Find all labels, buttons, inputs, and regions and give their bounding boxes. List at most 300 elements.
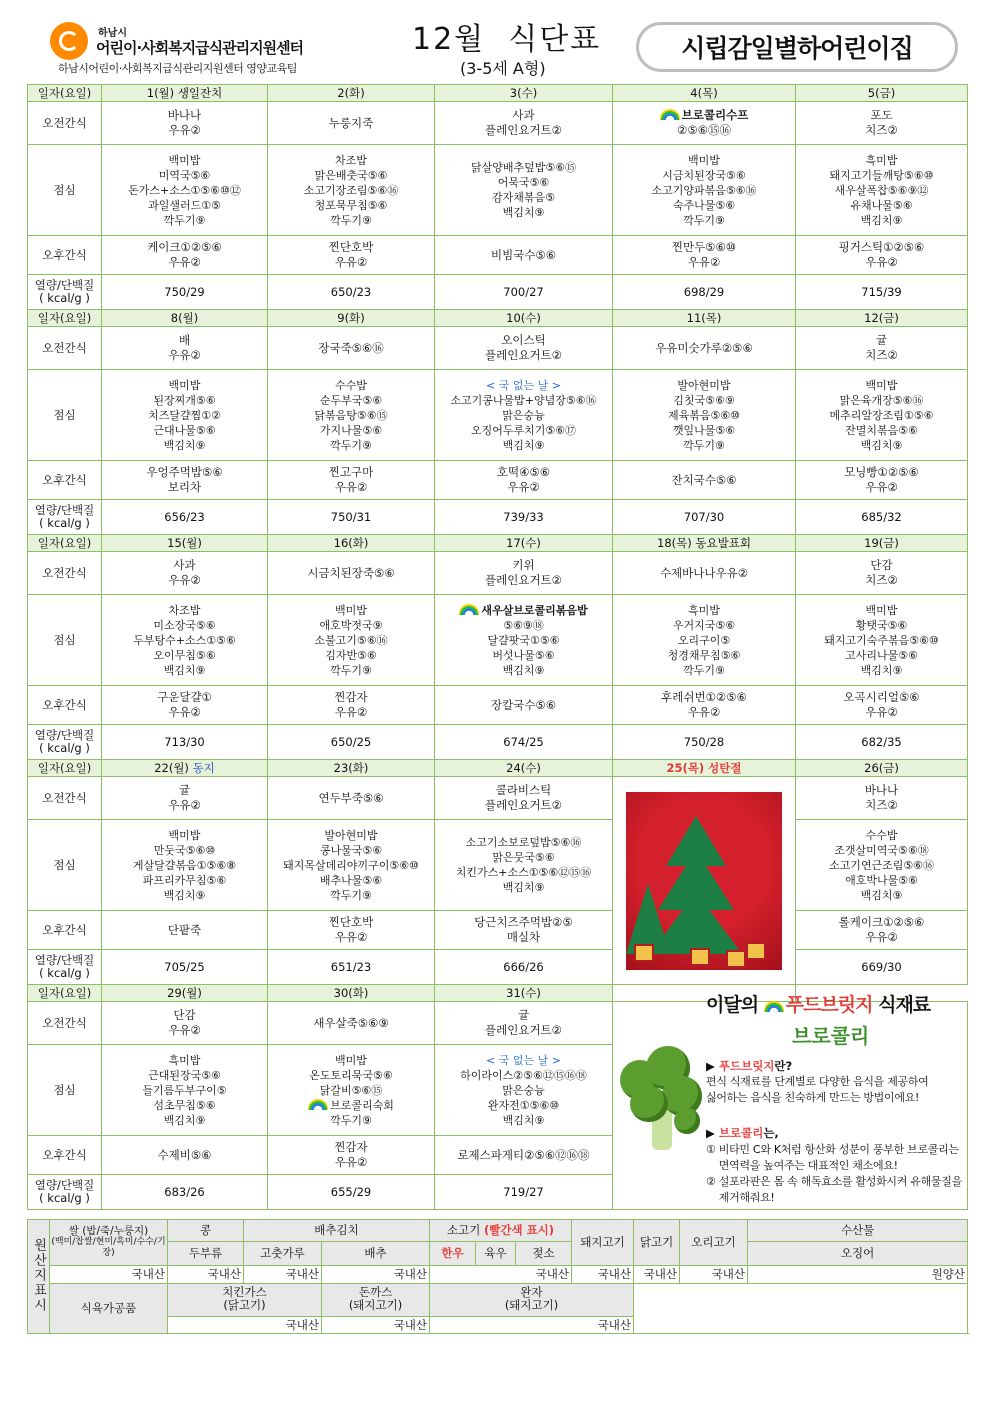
cabbage-header: 배추: [322, 1242, 430, 1266]
am-snack-cell: [435, 327, 613, 370]
date-cell: 22(월) 동지: [102, 760, 268, 777]
menu-item: 우유②: [168, 255, 201, 269]
pm-snack-cell: [268, 461, 435, 500]
menu-item: 흑미밥: [865, 153, 898, 167]
rice-header: 쌀 (밥/죽/누룽지) (백미/찹쌀/현미/흑미/수수/기장): [50, 1220, 168, 1266]
menu-item: 소불고기⑤⑥⑯: [314, 633, 388, 647]
date-cell: 12(금): [796, 310, 968, 327]
lunch-cell: [102, 370, 268, 461]
menu-item: 찐단호박: [328, 915, 374, 929]
menu-item: 플레인요거트②: [485, 798, 562, 812]
kcal-cell: 700/27: [435, 275, 613, 310]
menu-item: 깍두기⑨: [330, 888, 372, 902]
pm-snack-cell: [613, 236, 796, 275]
date-cell: 30(화): [268, 985, 435, 1002]
menu-item: 모닝빵①②⑤⑥: [844, 465, 919, 479]
pm-snack-cell: [435, 461, 613, 500]
menu-item: 숙주나물⑤⑥: [672, 198, 736, 212]
menu-item: 우유②: [334, 480, 368, 494]
menu-item: 과일샐러드①⑤: [148, 198, 221, 212]
chicken-header: 닭고기: [634, 1220, 680, 1266]
date-cell: 29(월): [102, 985, 268, 1002]
menu-item: 온도토리묵국⑤⑥: [309, 1068, 393, 1082]
feature-vegetable: 브로콜리: [792, 1024, 870, 1048]
org-city: 하남시: [98, 28, 127, 39]
menu-item: 우유②: [865, 705, 898, 719]
pm-snack-cell: [268, 686, 435, 725]
menu-item: 김칫국⑤⑥⑨: [673, 393, 735, 407]
date-row-label: 일자(요일): [28, 310, 102, 327]
menu-item: 수제바나나우유②: [659, 565, 749, 580]
menu-item: 찐고구마: [328, 465, 374, 479]
pm-snack-cell: [435, 236, 613, 275]
org-name: 어린이·사회복지급식관리지원센터: [96, 39, 304, 57]
menu-item: 연두부죽⑤⑥: [318, 790, 384, 805]
menu-item: 찐만두⑤⑥⑩: [671, 240, 737, 254]
kcal-cell: 666/26: [435, 950, 613, 985]
pm-snack-cell: [102, 686, 268, 725]
menu-item: 소고기장조림⑤⑥⑯: [303, 183, 399, 197]
menu-item: 소고기연근조림⑤⑥⑯: [828, 858, 935, 872]
menu-item: 단팥죽: [167, 922, 202, 937]
menu-item: 귤: [517, 1008, 530, 1022]
processed-item-2: 돈까스 (돼지고기) 국내산: [322, 1284, 430, 1334]
menu-item: 플레인요거트②: [485, 573, 562, 587]
am-snack-row-label: 오전간식: [28, 777, 102, 820]
menu-item: 우유②: [865, 480, 898, 494]
pm-snack-cell: [796, 911, 968, 950]
pm-snack-cell: [796, 236, 968, 275]
menu-item: 고사리나물⑤⑥: [845, 648, 918, 662]
duck-header: 오리고기: [680, 1220, 748, 1266]
menu-item: 수수밥: [335, 378, 367, 392]
menu-item: 백미밥: [335, 603, 367, 617]
menu-item: 어묵국⑤⑥: [497, 176, 550, 189]
menu-item: 포도: [870, 108, 893, 122]
kcal-cell: 705/25: [102, 950, 268, 985]
kcal-cell: 655/29: [268, 1175, 435, 1210]
kcal-row-label: 열량/단백질 ( kcal/g ): [28, 500, 102, 535]
am-snack-cell: [268, 327, 435, 370]
pm-snack-cell: [613, 461, 796, 500]
menu-item: 백김치⑨: [860, 438, 903, 452]
menu-item: 백김치⑨: [860, 213, 903, 227]
menu-item: 백김치⑨: [860, 888, 903, 902]
menu-item: 소고기콩나물밥+양념장⑤⑥⑯: [450, 393, 597, 407]
menu-item: 우거지국⑤⑥: [672, 618, 736, 632]
pm-snack-cell: [435, 686, 613, 725]
pm-snack-cell: [796, 686, 968, 725]
date-row-label: 일자(요일): [28, 760, 102, 777]
menu-item: 우유②: [334, 1155, 368, 1169]
menu-item: 맑은숭늉: [502, 408, 545, 422]
processed-header: 식육가공품: [50, 1284, 168, 1334]
menu-item: 된장찌개⑤⑥: [153, 393, 216, 407]
am-snack-cell: [796, 102, 968, 145]
kcal-cell: 707/30: [613, 500, 796, 535]
pm-snack-row-label: 오후간식: [28, 1136, 102, 1175]
menu-item: 조갯살미역국⑤⑥⑱: [834, 843, 929, 857]
menu-item: 백미밥: [865, 603, 898, 617]
date-cell: 16(화): [268, 535, 435, 552]
menu-item: 깻잎나물⑤⑥: [672, 423, 736, 437]
menu-item: 잔치국수⑤⑥: [671, 472, 737, 487]
menu-item: 백김치⑨: [163, 1113, 206, 1127]
menu-item: 깍두기⑨: [330, 1113, 372, 1127]
menu-item: 게살달걀볶음①⑤⑥⑧: [132, 858, 237, 872]
feature-title: 이달의 푸드브릿지 식재료: [706, 994, 931, 1016]
am-snack-cell: [102, 327, 268, 370]
am-snack-cell: [796, 552, 968, 595]
broccoli-fact-2: ② 설포라판은 몸 속 해독효소를 활성화시켜 유해물질을: [706, 1175, 962, 1188]
menu-item: 순두부국⑤⑥: [319, 393, 383, 407]
menu-item: 핑거스틱①②⑤⑥: [838, 240, 925, 254]
lunch-cell: [796, 595, 968, 686]
menu-item: 귤: [875, 333, 888, 347]
menu-item: 맑은뭇국⑤⑥: [492, 851, 555, 864]
menu-item: 돼지목살데리야끼구이⑤⑥⑩: [283, 858, 419, 872]
menu-item: 치즈②: [865, 348, 898, 362]
menu-item: 흑미밥: [688, 603, 720, 617]
menu-item: 사과: [512, 108, 535, 122]
menu-item: 단감: [173, 1008, 196, 1022]
menu-item: 브로콜리숙회: [269, 1098, 433, 1113]
pm-snack-cell: [102, 1136, 268, 1175]
am-snack-cell: [613, 552, 796, 595]
menu-item: 누룽지죽: [328, 115, 374, 130]
date-cell: 24(수): [435, 760, 613, 777]
menu-item: 오곡시리얼⑤⑥: [843, 690, 920, 704]
menu-item: 맑은숭늉: [502, 1083, 545, 1097]
menu-item: 우유②: [687, 255, 721, 269]
menu-item: 우유②: [168, 1023, 201, 1037]
am-snack-cell: [268, 552, 435, 595]
pepper-header: 고춧가루: [244, 1242, 322, 1266]
broccoli-image: [616, 1046, 704, 1152]
date-cell: 2(화): [268, 85, 435, 102]
am-snack-cell: [102, 102, 268, 145]
menu-item: 맑은배춧국⑤⑥: [314, 168, 388, 182]
menu-item: 백미밥: [168, 153, 201, 167]
am-snack-cell: [796, 777, 968, 820]
christmas-tree-image: [626, 792, 782, 970]
am-snack-cell: [435, 102, 613, 145]
lunch-row-label: 점심: [28, 145, 102, 236]
lunch-cell: [102, 820, 268, 911]
am-snack-cell: [268, 1002, 435, 1045]
am-snack-cell: [435, 777, 613, 820]
rainbow-icon: [459, 604, 479, 615]
menu-item: 케이크①②⑤⑥: [147, 240, 222, 254]
kcal-cell: 650/23: [268, 275, 435, 310]
tofu-origin: 국내산: [168, 1266, 244, 1284]
broccoli-fact-2b: 제거해줘요!: [706, 1191, 775, 1204]
lunch-cell: [796, 370, 968, 461]
menu-item: 하이라이스②⑤⑥⑫⑮⑯⑱: [460, 1068, 587, 1082]
pm-snack-cell: [435, 911, 613, 950]
menu-item: 우유②: [168, 705, 201, 719]
pm-snack-cell: [435, 1136, 613, 1175]
menu-item: 백김치⑨: [502, 438, 545, 452]
menu-item: 닭볶음탕⑤⑥⑮: [314, 408, 388, 422]
lunch-row-label: 점심: [28, 370, 102, 461]
menu-item: 백김치⑨: [163, 438, 206, 452]
date-cell: 25(목) 성탄절: [613, 760, 796, 777]
kcal-cell: 713/30: [102, 725, 268, 760]
menu-item: 플레인요거트②: [485, 348, 562, 362]
rainbow-icon: [660, 109, 680, 120]
menu-item: 닭살양배추덮밥⑤⑥⑮: [470, 161, 577, 174]
menu-item: 비빔국수⑤⑥: [490, 247, 557, 262]
date-cell: 11(목): [613, 310, 796, 327]
am-snack-cell: [102, 777, 268, 820]
menu-item: 근대나물⑤⑥: [153, 423, 216, 437]
menu-item: 우유②: [865, 930, 898, 944]
beef-header: 소고기 (빨간색 표시): [430, 1220, 572, 1242]
menu-item: 백미밥: [168, 828, 201, 842]
menu-item: 새우살폭찹⑤⑥⑨⑫: [834, 183, 929, 197]
menu-item: 치즈②: [865, 123, 898, 137]
kcal-cell: 739/33: [435, 500, 613, 535]
lunch-cell: [613, 145, 796, 236]
menu-item: 우엉주먹밥⑤⑥: [146, 465, 223, 479]
menu-item: 우유②: [334, 705, 368, 719]
menu-item: 백김치⑨: [860, 663, 903, 677]
rainbow-icon: [764, 1001, 784, 1012]
cabbage-origin: 국내산: [322, 1266, 430, 1284]
menu-item: 오이스틱: [501, 333, 546, 347]
lunch-cell: [268, 370, 435, 461]
menu-item: 보리차: [167, 480, 202, 494]
menu-item: 백김치⑨: [163, 888, 206, 902]
pm-snack-row-label: 오후간식: [28, 461, 102, 500]
lunch-cell: [102, 145, 268, 236]
menu-item: 우유②: [168, 798, 201, 812]
kcal-cell: 674/25: [435, 725, 613, 760]
menu-item: 치즈달걀찜①②: [148, 408, 221, 422]
menu-item: 키위: [512, 558, 535, 572]
date-cell: 31(수): [435, 985, 613, 1002]
origin-side-label: 원산지표시: [28, 1220, 50, 1334]
menu-item: ②⑤⑥⑮⑯: [677, 123, 731, 137]
monthly-ingredient-box: [610, 986, 967, 1218]
menu-item: 깍두기⑨: [163, 213, 206, 227]
menu-item: 우유②: [334, 255, 368, 269]
am-snack-cell: [796, 327, 968, 370]
menu-item: 백미밥: [688, 153, 720, 167]
page-header: [0, 0, 992, 84]
jeoso-header: 젖소: [516, 1242, 572, 1266]
menu-item: 플레인요거트②: [485, 1023, 562, 1037]
menu-item: 깍두기⑨: [683, 663, 725, 677]
menu-item: 오이무침⑤⑥: [153, 648, 216, 662]
pm-snack-cell: [102, 911, 268, 950]
date-cell: 5(금): [796, 85, 968, 102]
smile-logo-icon: [50, 22, 88, 60]
kimchi-header: 배추김치: [244, 1220, 430, 1242]
menu-item: 장국죽⑤⑥⑯: [318, 340, 384, 355]
menu-item: 발아현미밥: [677, 378, 731, 392]
seafood-header: 수산물: [748, 1220, 968, 1242]
am-snack-row-label: 오전간식: [28, 1002, 102, 1045]
menu-item: 오징어두루치기⑤⑥⑰: [470, 423, 577, 437]
menu-item: 백미밥: [168, 378, 201, 392]
hanwoo-header: 한우: [430, 1242, 476, 1266]
menu-item: 콜라비스틱: [495, 783, 552, 797]
menu-item: 우유미숫가루②⑤⑥: [655, 340, 753, 355]
menu-item: 우유②: [168, 573, 201, 587]
date-row-label: 일자(요일): [28, 535, 102, 552]
kcal-cell: 669/30: [796, 950, 968, 985]
menu-item: 호떡④⑤⑥: [496, 465, 551, 479]
chicken-origin: 국내산: [634, 1266, 680, 1284]
menu-item: 들기름두부구이⑤: [142, 1083, 227, 1097]
menu-item: 깍두기⑨: [330, 438, 372, 452]
menu-item: 수제비⑤⑥: [157, 1147, 212, 1162]
kcal-cell: 715/39: [796, 275, 968, 310]
kcal-cell: 650/25: [268, 725, 435, 760]
menu-item: 백김치⑨: [502, 206, 545, 219]
origin-table: [27, 1219, 968, 1334]
date-cell: 17(수): [435, 535, 613, 552]
lunch-cell: [268, 595, 435, 686]
menu-item: 닭갈비⑤⑥⑮: [319, 1083, 383, 1097]
menu-item: 우유②: [865, 255, 898, 269]
date-cell: 4(목): [613, 85, 796, 102]
pm-snack-cell: [268, 911, 435, 950]
kcal-row-label: 열량/단백질 ( kcal/g ): [28, 275, 102, 310]
menu-item: 단감: [870, 558, 893, 572]
menu-item: 발아현미밥: [324, 828, 378, 842]
pepper-origin: 국내산: [244, 1266, 322, 1284]
menu-item: 근대된장국⑤⑥: [148, 1068, 221, 1082]
pm-snack-row-label: 오후간식: [28, 686, 102, 725]
lunch-cell: [435, 370, 613, 461]
menu-item: 우유②: [334, 930, 368, 944]
menu-item: 청경채무침⑤⑥: [667, 648, 741, 662]
lunch-cell: [613, 595, 796, 686]
menu-item: 시금치된장죽⑤⑥: [307, 565, 395, 580]
am-snack-cell: [268, 777, 435, 820]
menu-item: 김자반⑤⑥: [325, 648, 377, 662]
kcal-cell: 682/35: [796, 725, 968, 760]
page-title: 12월 식단표: [412, 22, 602, 57]
menu-item: 치즈②: [865, 573, 898, 587]
lunch-cell: [613, 370, 796, 461]
am-snack-cell: [102, 1002, 268, 1045]
beef-origin: 국내산: [430, 1266, 572, 1284]
am-snack-cell: [613, 327, 796, 370]
menu-item: 콩나물국⑤⑥: [319, 843, 383, 857]
menu-item: 오리구이⑤: [677, 633, 731, 647]
duck-origin: 국내산: [680, 1266, 748, 1284]
lunch-cell: [435, 1045, 613, 1136]
menu-item: 황탯국⑤⑥: [855, 618, 908, 632]
squid-origin: 원양산: [748, 1266, 968, 1284]
menu-item: 차조밥: [168, 603, 201, 617]
menu-item: 애호박젓국⑨: [319, 618, 383, 632]
menu-item: 백김치⑨: [502, 663, 545, 677]
center-name-badge: 시립감일별하어린이집: [636, 22, 958, 72]
am-snack-row-label: 오전간식: [28, 552, 102, 595]
kcal-row-label: 열량/단백질 ( kcal/g ): [28, 725, 102, 760]
menu-item: 미소장국⑤⑥: [153, 618, 216, 632]
rainbow-icon: [308, 1099, 328, 1110]
menu-item: ⑤⑥⑨⑱: [503, 618, 544, 632]
am-snack-cell: [435, 552, 613, 595]
menu-item: 우유②: [687, 705, 721, 719]
menu-item: 매실차: [506, 930, 541, 944]
answer-foodbridge-1: 편식 식재료를 단계별로 다양한 음식을 제공하여: [706, 1075, 929, 1088]
lunch-cell: [796, 820, 968, 911]
menu-item: 미역국⑤⑥: [158, 168, 211, 182]
menu-item: 찐감자: [334, 1140, 368, 1154]
menu-item: 제육볶음⑤⑥⑩: [667, 408, 741, 422]
processed-item-1: 치킨가스 (닭고기) 국내산: [168, 1284, 322, 1334]
date-cell: 23(화): [268, 760, 435, 777]
pm-snack-cell: [268, 236, 435, 275]
lunch-cell: [268, 145, 435, 236]
kcal-cell: 698/29: [613, 275, 796, 310]
pm-snack-cell: [102, 236, 268, 275]
menu-item: 우유②: [168, 123, 201, 137]
menu-item: 새우살죽⑤⑥⑨: [313, 1015, 389, 1030]
menu-item: 배추나물⑤⑥: [319, 873, 383, 887]
menu-item: 유채나물⑤⑥: [850, 198, 913, 212]
menu-item: 백김치⑨: [163, 663, 206, 677]
pm-snack-row-label: 오후간식: [28, 911, 102, 950]
broccoli-fact-1: ① 비타민 C와 K처럼 항산화 성분이 풍부한 브로콜리는: [706, 1143, 959, 1156]
menu-item: 깍두기⑨: [683, 213, 725, 227]
lunch-cell: [796, 145, 968, 236]
answer-foodbridge-2: 싫어하는 음식을 친숙하게 만드는 방법이에요!: [706, 1091, 920, 1104]
menu-item: 바나나: [167, 108, 202, 122]
rice-origin: 국내산: [50, 1266, 168, 1284]
menu-item: 메추리알장조림①⑤⑥: [829, 408, 934, 422]
menu-item: 감자채볶음⑤: [492, 191, 555, 204]
menu-item: 장칼국수⑤⑥: [490, 697, 557, 712]
date-row-label: 일자(요일): [28, 985, 102, 1002]
pm-snack-row-label: 오후간식: [28, 236, 102, 275]
kcal-cell: 750/31: [268, 500, 435, 535]
lunch-row-label: 점심: [28, 820, 102, 911]
menu-item: 달걀팟국①⑤⑥: [487, 633, 560, 647]
kcal-cell: 750/29: [102, 275, 268, 310]
kcal-cell: 719/27: [435, 1175, 613, 1210]
menu-item: 백미밥: [335, 1053, 367, 1067]
menu-item: 섬초무침⑤⑥: [153, 1098, 216, 1112]
menu-item: 브로콜리수프: [614, 108, 794, 123]
am-snack-row-label: 오전간식: [28, 102, 102, 145]
menu-item: < 국 없는 날 >: [486, 378, 561, 392]
menu-item: 백김치⑨: [502, 1113, 545, 1127]
menu-item: 파프리카무침⑤⑥: [142, 873, 227, 887]
squid-header: 오징어: [748, 1242, 968, 1266]
menu-item: 애호박나물⑤⑥: [845, 873, 918, 887]
menu-item: 만둣국⑤⑥⑩: [153, 843, 216, 857]
lunch-cell: [435, 595, 613, 686]
menu-item: 당근치즈주먹밥②⑤: [474, 915, 573, 929]
christmas-image-cell: [613, 777, 796, 985]
menu-item: 백김치⑨: [502, 881, 545, 894]
menu-item: 차조밥: [335, 153, 367, 167]
menu-item: 시금치된장국⑤⑥: [662, 168, 746, 182]
broccoli-fact-1b: 면역력을 높여주는 대표적인 채소에요!: [706, 1159, 898, 1172]
kcal-cell: 651/23: [268, 950, 435, 985]
date-cell: 26(금): [796, 760, 968, 777]
menu-item: 사과: [173, 558, 196, 572]
processed-item-3: 완자 (돼지고기) 국내산: [430, 1284, 634, 1334]
